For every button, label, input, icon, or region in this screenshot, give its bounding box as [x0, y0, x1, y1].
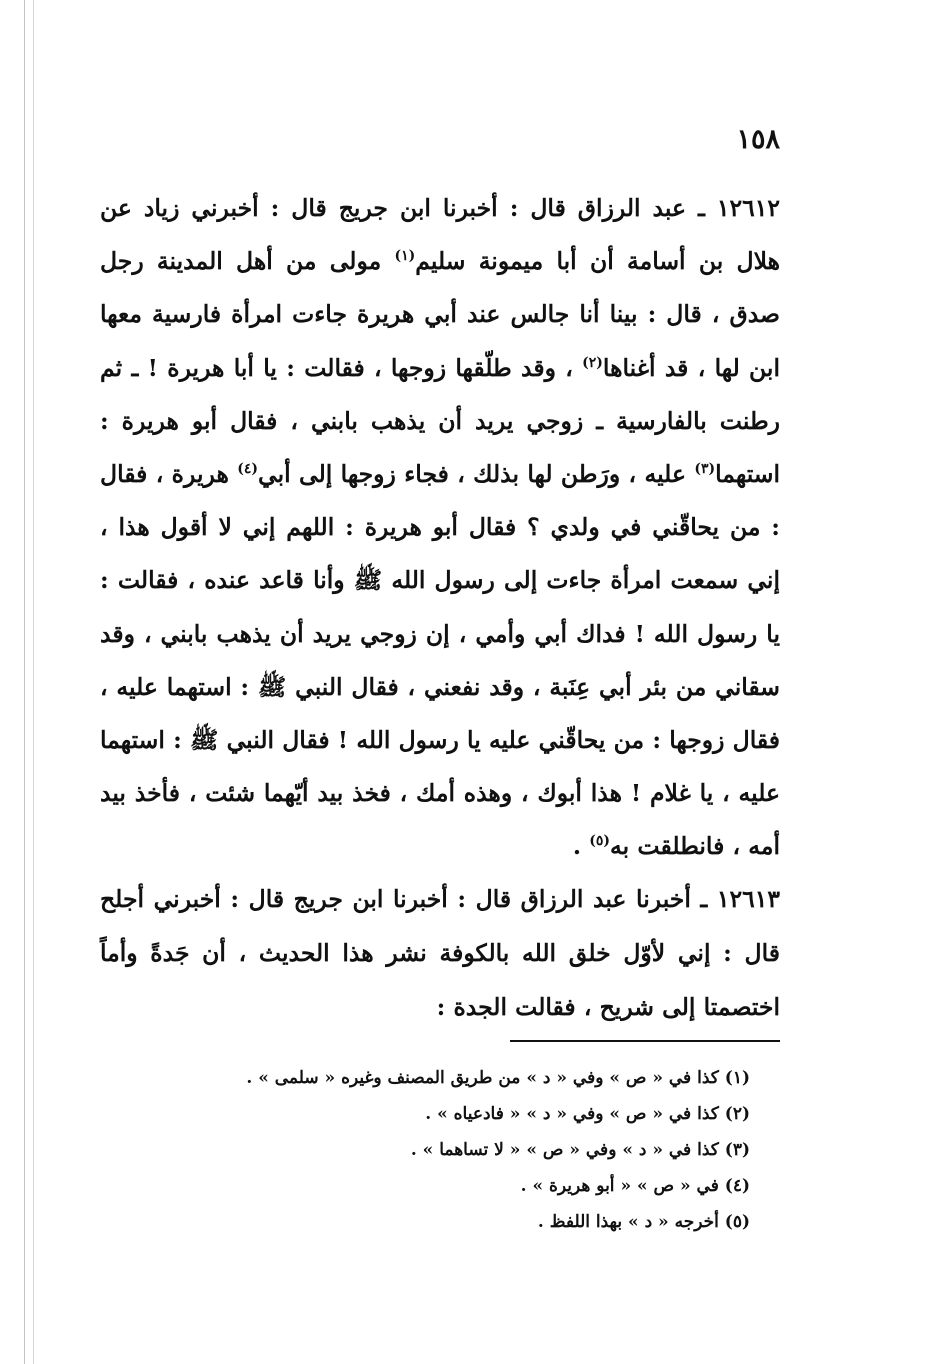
scan-edge-line: [33, 0, 34, 1364]
footnotes-list: [100, 1060, 750, 1240]
footnote-separator: [510, 1040, 780, 1042]
hadith-12613: ١٢٦١٣ ـ أخبرنا عبد الرزاق قال : أخبرنا ابن جريج قال : أخبرني أجلح قال : إني لأوّل خلق الله بالكوفة نشر هذا الحديث ، أن جَدةً وأماً اختصمتا إلى شريح ، فقالت الجدة :: [100, 885, 780, 1021]
book-page: [100, 110, 780, 1350]
footnote-ref-2: (٢): [582, 354, 603, 371]
footnote-item: (٣) كذا في « د » وفي « ص » « لا تساهما » .: [410, 1140, 750, 1160]
hadith-12612: [100, 182, 780, 874]
page-number: ١٥٨: [736, 124, 780, 155]
hadith-text: عليه ، ورَطن لها بذلك ، فجاء زوجها إلى أبي: [258, 460, 695, 489]
hadith-text: ١٢٦١٢ ـ عبد الرزاق قال : أخبرنا ابن جريج قال : أخبرني زياد عن هلال بن أسامة أن أبا ميمونة سليم: [100, 194, 780, 276]
footnote-ref-4: (٤): [237, 461, 258, 478]
footnote-ref-1: (١): [394, 248, 416, 265]
hadith-text: مولى من أهل المدينة رجل صدق ، قال : بينا أنا جالس عند أبي هريرة جاءت امرأة فارسية معها ابن لها ، قد أغناها: [100, 247, 780, 382]
footnote-ref-3: (٣): [694, 461, 716, 478]
footnote-item: (٢) كذا في « ص » وفي « د » « فادعياه » .: [425, 1104, 750, 1124]
footnote-item: (١) كذا في « ص » وفي « د » من طريق المصنف وغيره « سلمى » .: [246, 1068, 750, 1088]
scan-edge-line: [24, 0, 25, 1364]
hadith-text: .: [572, 832, 590, 861]
footnote-ref-5: (٥): [589, 833, 611, 850]
hadith-text: هريرة ، فقال : من يحاقّني في ولدي ؟ فقال أبو هريرة : اللهم إني لا أقول هذا ، إني سمعت امرأة جاءت إلى رسول الله ﷺ وأنا قاعد عنده ، فقالت : يا رسول الله ! فداك أبي وأمي ، إن زوجي يريد أن يذهب بابني ، وقد سقاني من بئر أبي عِنَبة ، وقد نفعني ، فقال النبي ﷺ : استهما عليه ، فقال زوجها : من يحاقّني عليه يا رسول الله ! فقال النبي ﷺ : استهما عليه ، يا غلام ! هذا أبوك ، وهذه أمك ، فخذ بيد أيّهما شئت ، فأخذ بيد أمه ، فانطلقت به: [100, 460, 780, 861]
footnote-item: (٥) أخرجه « د » بهذا اللفظ .: [537, 1212, 750, 1232]
hadith-text: ، وقد طلّقها زوجها ، فقالت : يا أبا هريرة ! ـ ثم رطنت بالفارسية ـ زوجي يريد أن يذهب بابني ، فقال أبو هريرة : استهما: [100, 353, 780, 489]
footnote-item: (٤) في « ص » « أبو هريرة » .: [520, 1176, 750, 1196]
